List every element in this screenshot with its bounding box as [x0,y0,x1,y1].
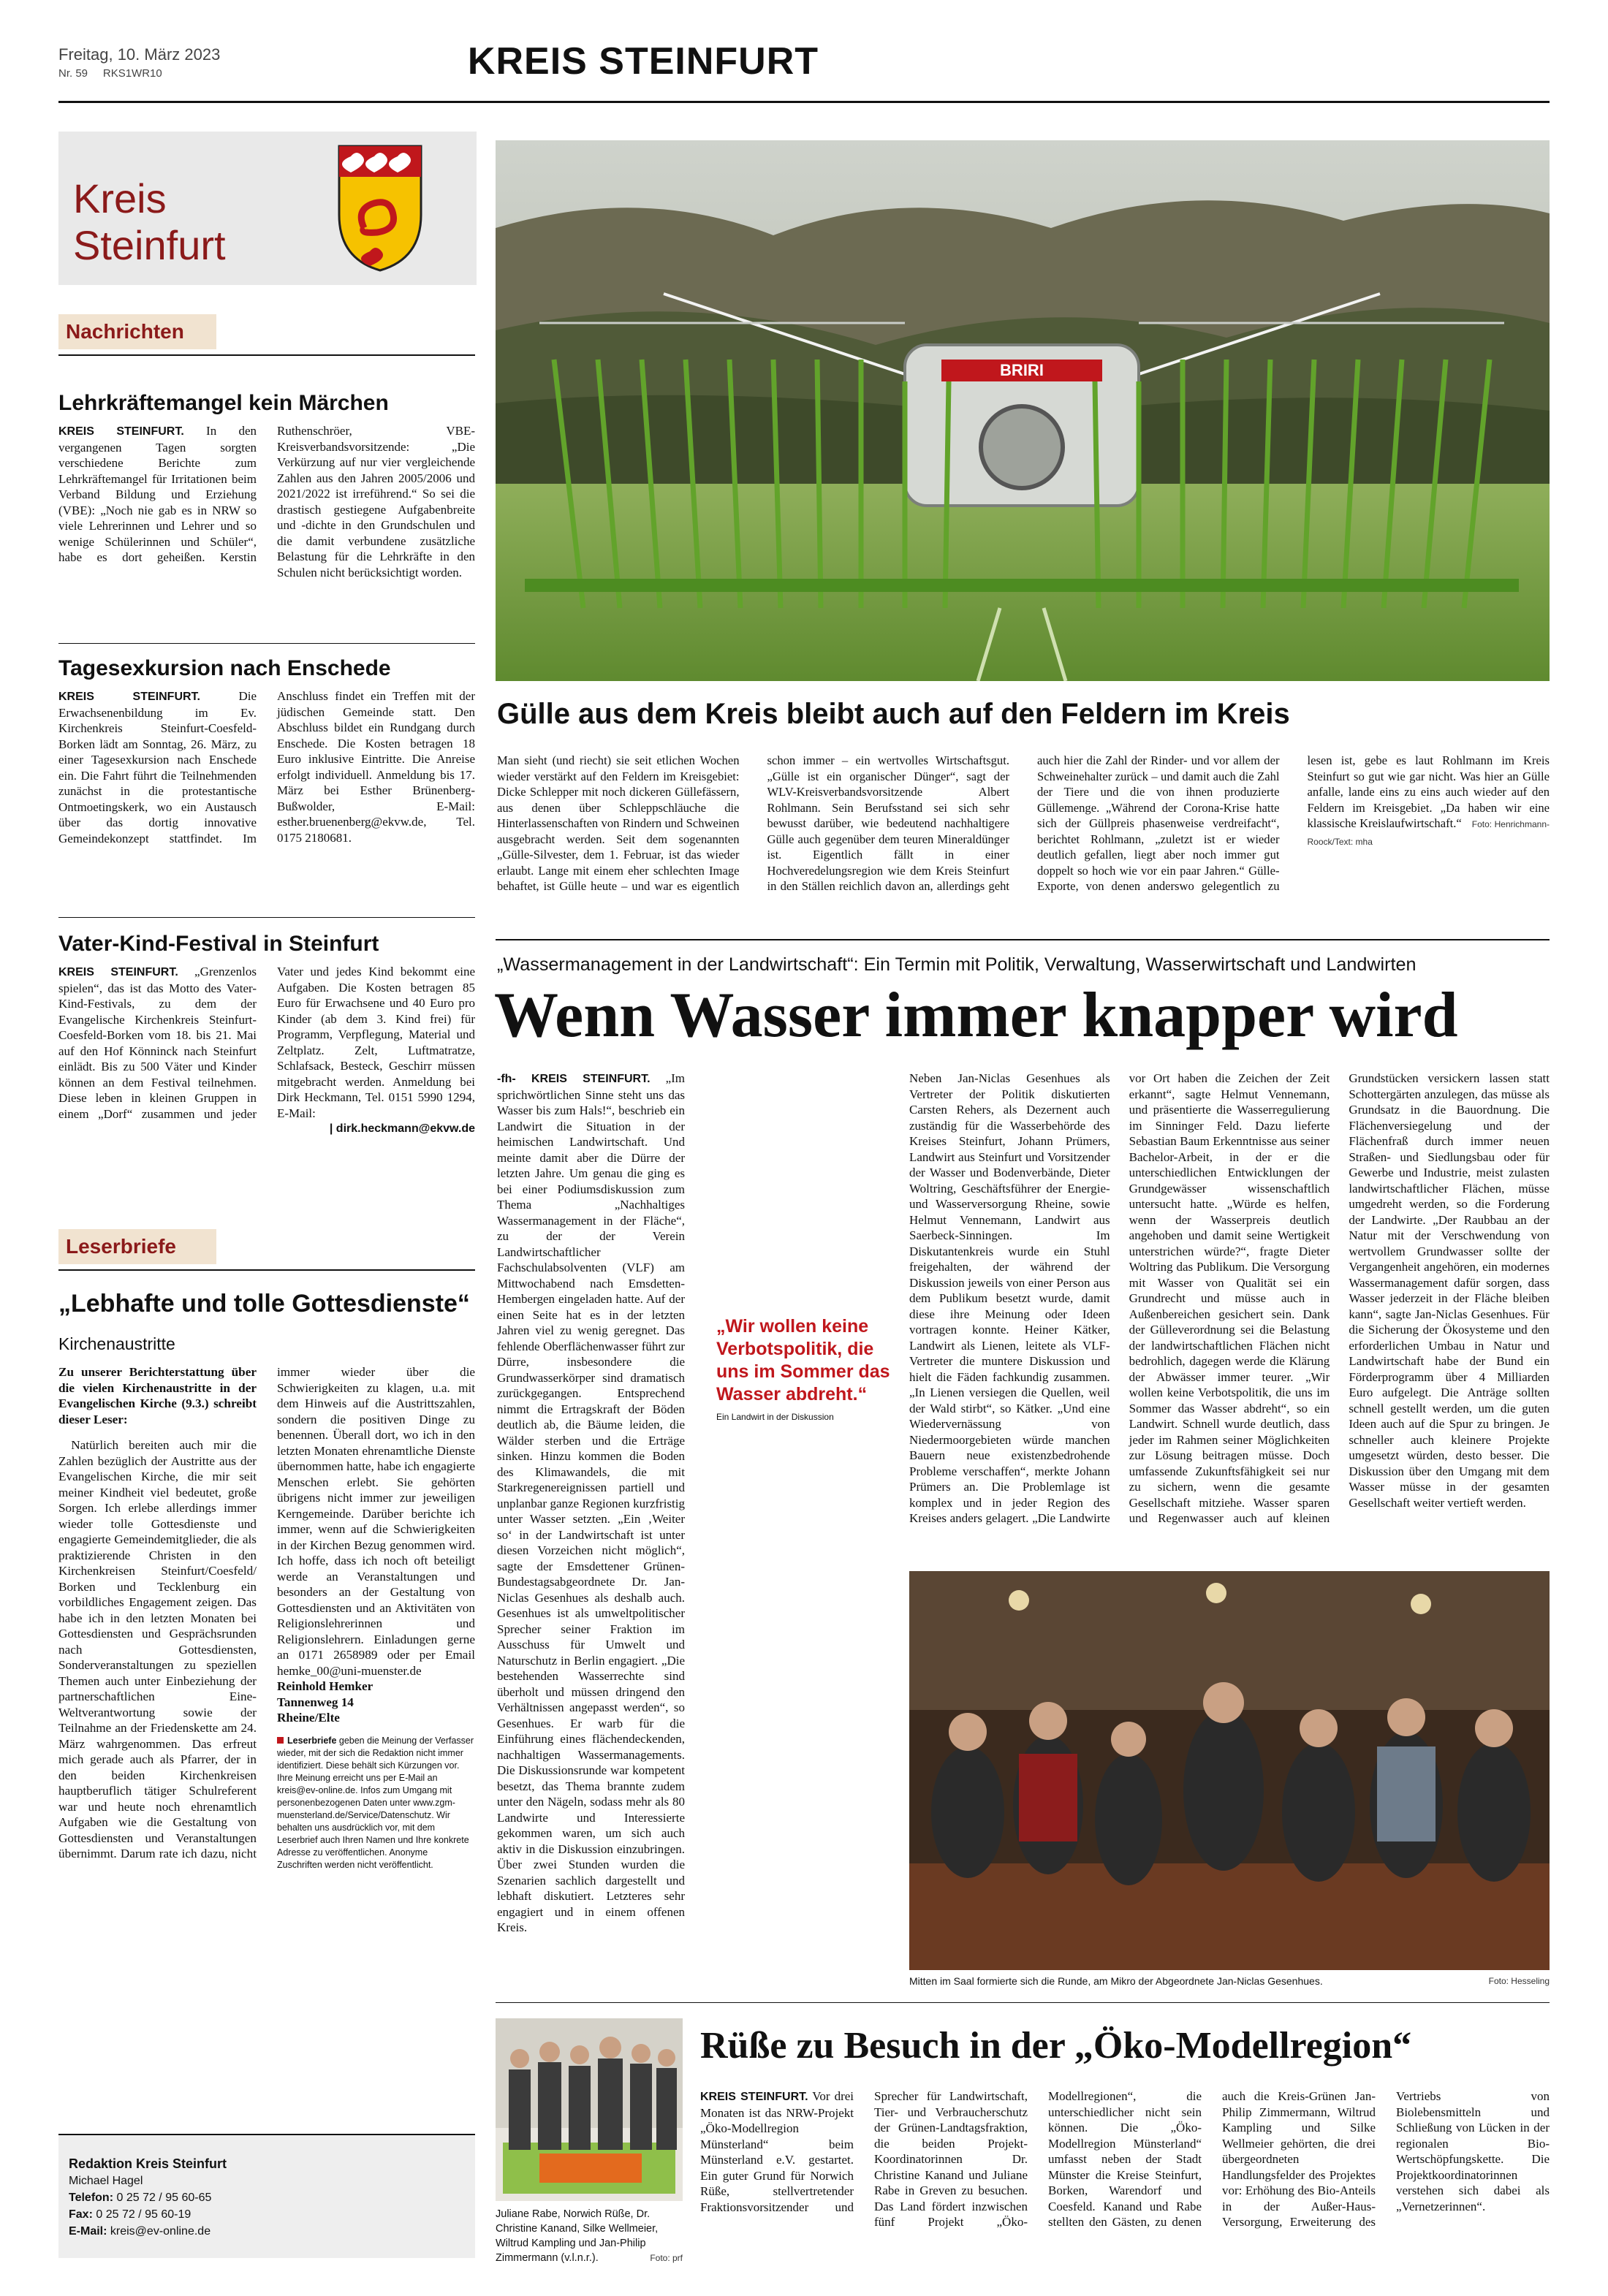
water-body-right [909,1071,1550,1531]
article-dateline: KREIS STEINFURT. [58,966,178,978]
disclaimer-text: geben die Meinung der Verfasser wieder, mit der sich die Redaktion nicht immer identifiziert. Diese behält sich Kürzungen vor. Ihre Meinung erreicht uns per E-Mail an kreis@ev-online.de. Infos zum Umgang mit personenbezogenen Daten unter www.zgm-muensterland.de/Service/Datenschutz. Wir behalten uns ausdrücklich vor, mit dem Leserbrief auch Ihren Namen und Ihre konkrete Adresse zu veröffentlichen. Anonyme Zuschriften werden nicht veröffentlicht. [277,1735,474,1870]
lead-photo [496,140,1550,681]
contact-email: | dirk.heckmann@ekvw.de [329,1122,475,1135]
divider [58,643,475,644]
imprint-email[interactable]: E-Mail: kreis@ev-online.de [69,2225,211,2238]
news-article-teachers [58,391,475,580]
water-kicker: „Wassermanagement in der Landwirtschaft“: Ein Termin mit Politik, Verwaltung, Wasserwirtschaft und Landwirten [497,954,1417,975]
letter-body [58,1364,475,1871]
letter-intro: Zu unserer Berichterstattung über die vielen Kirchenaustritte in der Evangelischen Kirche (9.3.) schreibt dieser Leser: [58,1365,257,1426]
article-dateline: KREIS STEINFURT. [58,425,184,438]
discussion-photo [909,1571,1550,1970]
imprint-rule [58,2134,475,2135]
article-text: In den vergangenen Tagen sorgten verschiedene Berichte zum Lehrkräftemangel für Irritationen beim Verband Bildung und Erziehung (VBE): „Noch nie gab es in NRW so viele Lehrerinnen und Lehrer und so wenige Schülerinnen und Schüler“, habe es dort geheißen. Kerstin Ruthenschröer, VBE-Kreisverbandsvorsitzende: „Die Verkürzung auf nur vier vergleichende Zahlen aus den Jahren 2005/2006 und 2021/2022 ist irreführend.“ So sei die drastisch gestiegene Aufgabenbreite und -dichte in den Grundschulen und die damit verbundene zusätzliche Belastung für die Lehrkräfte in den Schulen nicht berücksichtigt worden. [58,424,475,579]
discussion-photo-caption: Mitten im Saal formierte sich die Runde, am Mikro der Abgeordnete Jan-Niclas Gesenhues. [909,1975,1323,1987]
pull-quote-text: „Wir wollen keine Verbotspolitik, die uns im Sommer das Wasser abdreht.“ [716,1316,890,1404]
water-dateline: -fh- KREIS STEINFURT. [497,1073,651,1085]
disclaimer-label: Leserbriefe [287,1735,337,1746]
letters-label-box [58,1229,475,1264]
letter-headline: „Lebhafte und tolle Gottesdienste“ [58,1290,470,1318]
region-title-line1: Kreis [73,175,167,221]
lead-text: Man sieht (und riecht) sie seit etlichen Wochen wieder verstärkt auf den Feldern im Kreisgebiet: Dicke Schlepper mit noch dickeren Güllefässern, aus denen über Schleppschläuche die Hinterlassenschaften von Rindern und Schweinen ausgebracht werden. Seit dem sogenannten „Gülle-Silvester, dem 1. Februar, ist das wieder erlaubt. Lange mit einem eher schlechten Image behaftet, ist Gülle heute – und war es eigentlich schon immer – ein wertvolles Wirtschaftsgut. „Gülle ist ein organischer Dünger“, sagt der WLV-Kreisverbandsvorsitzende Albert Rohlmann. Sein Berufsstand sei sich sehr bewusst darüber, wie bedeutend nachhaltigere Gülle auch gegenüber dem teuren Mineraldünger ist. Eigentlich fällt in einer Hochveredelungsregion wie dem Kreis Steinfurt in den Ställen reichlich davon an, allerdings geht auch hier die Zahl der Rinder- und vor allem der Schweinehalter zurück – und damit auch die Zahl der Tiere und die von ihnen produzierte Güllemenge. „Während der Corona-Krise hatte sich der Güllpreis phasenweise verdreifacht“, berichtet Rohlmann, „zuletzt ist er wieder deutlich gefallen, liegt aber noch immer gut doppelt so hoch wie vor ein paar Jahren.“ Gülle-Exporte, von denen anderswo gelegentlich zu lesen ist, gebe es laut Rohlmann im Kreis Steinfurt so gut wie gar nicht. Was hier an Gülle anfalle, lande eins zu eins auch wieder auf den Feldern im Kreisgebiet. „Da haben wir eine klassische Kreislaufwirtschaft.“ [497,753,1550,893]
divider [58,917,475,918]
eco-caption-text: Juliane Rabe, Norwich Rüße, Dr. Christine Kanand, Silke Wellmeier, Wiltrud Kampling und Jan-Philip Zimmermann (v.l.n.r.). [496,2208,659,2264]
news-label-box [58,314,475,349]
coat-of-arms-icon [335,142,425,273]
article-body [58,688,475,846]
eco-body [700,2088,1550,2264]
water-body-left [497,1071,893,1995]
section-title: KREIS STEINFURT [467,40,819,83]
article-headline: Vater-Kind-Festival in Steinfurt [58,932,379,956]
water-text-continued: Neben Jan-Niclas Gesenhues als Vertreter der Politik diskutierten Carsten Rehers, als Dezernent auch zuständig für die Wasserbehörde des Kreises Steinfurt, Johann Prümers, Landwirt aus Steinfurt und Vorsitzender der Wasser und Bodenverbände, Dieter Woltring, Geschäftsführer der Energie- und Wasserversorgung Rheine, sowie Helmut Vennemann, Landwirt aus Saerbeck-Sinningen. Im Diskutantenkreis wurde ein Stuhl freigehalten, der während der Diskussion jeweils von einer Person aus dem Publikum besetzt wurde, damit diese ihre Meinung oder Ideen vortragen konnte. Heiner Kätker, Landwirt als Lienen, leitete als VLF-Vertreter die muntere Diskussion und hielt die Fäden fachkundig zusammen. „In Lienen versiegen die Quellen, weil der Wald stirbt“, so Kätker. „Und eine Wiedervernässung von Niedermoorgebieten würde manchen Bauern neue existenzbedrohende Probleme verschaffen“, merkte Johann Prümers an. Die Problemlage ist komplex und in jeder Region des Kreises anders gelagert. „Die Landwirte vor Ort haben die Zeichen der Zeit erkannt“, sagte Helmut Vennemann, und präsentierte die Wasserregulierung im Sinninger Feld. Dazu lieferte Sebastian Baum Erkenntnisse aus seiner Bachelor-Arbeit, in der er die unterschiedlichen Entwicklungen der Grundgewässer wissenschaftlich untersucht hatte. „Würde es helfen, wenn der Wasserpreis deutlich angehoben und damit seine Wertigkeit unterstrichen würde?“, fragte Dieter Woltring das Publikum. Die Versorgung mit Wasser von Qualität sei ein Grundrecht und müsse auch in Außenbereichen gesichert sein. Dank der Gülleverordnung sei die Belastung der landwirtschaftlichen Flächen nicht bedrohlich, dagegen werde die Klärung der Abwässer immer teurer. „Wir wollen keine Verbotspolitik, die uns im Sommer das Wasser abdreht“, so ein Landwirt. Schnell wurde deutlich, dass jeder im Rahmen seiner Möglichkeiten zur Lösung beitragen müsse. Doch umfassende Zukunftsfähigkeit sei nur zu sichern, wenn die gesamte Gesellschaft mitziehe. Wasser sparen und Regenwasser auch auf kleinen Grundstücken versickern lassen statt Schottergärten anzulegen, das müsse als Grundsatz in die Bauordnung. Die Flächenversiegelung und der Flächenfraß durch immer neuen Straßen- und Siedlungsbau oder für Gewerbe und Industrie, meist zulasten landwirtschaftlicher Flächen, müsse umgedreht werden, so die Forderung der Landwirte. „Der Raubbau an der Natur mit der Verschwendung von wertvollem Grundwasser sollte der Vergangenheit angehören, ein modernes Wassermanagement dafür sorgen, dass Wasser jederzeit in der Fläche bleiben kann“, sagte Jan-Niclas Gesenhues. Für die Sicherung der Ökosysteme und den erforderlichen Umbau in Natur und Landwirtschaft habe der Bund ein Förderprogramm über 4 Milliarden Euro aufgelegt. Die Anträge sollten schnell gestellt werden, um die guten Ideen auch auf die Spur zu bringen. Je schneller auch kleinere Projekte umgesetzt würden, desto besser. Die Diskussion über den Umgang mit dem Wasser müsse in der gesamten Gesellschaft weiter vertieft werden. [909,1071,1550,1525]
letter-topic: Kirchenaustritte [58,1334,175,1353]
slurry-spreader-image [496,140,1550,681]
water-pull-quote [716,1315,893,1440]
article-body [58,964,475,1137]
audience-image [909,1571,1550,1970]
region-title [73,175,226,269]
water-headline: Wenn Wasser immer knapper wird [494,980,1458,1051]
news-label: Nachrichten [58,314,216,349]
lead-body [497,753,1550,922]
spreader-brand-label: BRIRI [1000,361,1044,379]
imprint-fax: Fax: 0 25 72 / 95 60-19 [69,2208,191,2221]
edition-date: Freitag, 10. März 2023 [58,45,221,64]
article-text: „Grenzenlos spielen“, das ist das Motto des Vater-Kind-Festivals, zu dem der Evangelische Kirchenkreis Steinfurt-Coesfeld-Borken vom 18. bis 21. Mai auf den Hof Könninck nach Steinfurt einlädt. Bis zu 500 Väter und Kinder können an dem Festival teilnehmen. Diese leben in kleinen Gruppen in einem „Dorf“ zusammen und jeder Vater und jedes Kind bekommt eine Aufgaben. Die Kosten betragen 85 Euro für Erwachsene und 40 Euro pro Kinder (ab dem 3. Kind frei) für Programm, Verpflegung, Material und Zeltplatz. Zelt, Luftmatratze, Schlafsack, Besteck, Geschirr müssen mitgebracht werden. Anmeldung bei Dirk Heckmann, Tel. 0151 5990 1294, E-Mail: [58,965,475,1121]
lead-photo-credit: Foto: Henrichmann-Roock/Text: mha [1307,819,1550,847]
news-label-rule [58,354,475,356]
discussion-photo-credit: Foto: Hesseling [1488,1976,1550,1986]
group-photo-image [496,2018,683,2201]
eco-text: Vor drei Monaten ist das NRW-Projekt „Öko-Modellregion Münsterland“ beim Münsterland e.V. gestartet. Ein guter Grund für Norwich Rüße, stellvertretender Fraktionsvorsitzender und Sprecher für Landwirtschaft, Tier- und Verbraucherschutz der Grünen-Landtagsfraktion, die beiden Projekt-Koordinatorinnen Dr. Christine Kanand und Juliane Rabe in Greven zu besuchen. Das Land fördert inzwischen fünf Projekt „Öko-Modellregionen“, die unterschiedlicher nicht sein können. Die „Öko-Modellregion Münsterland“ umfasst neben der Stadt Münster die Kreise Steinfurt, Borken, Warendorf und Coesfeld. Kanand und Rabe stellten den Gästen, zu denen auch die Kreis-Grünen Jan-Philip Zimmermann, Wiltrud Kampling und Silke Wellmeier gehörten, die drei übergeordneten Handlungsfelder des Projektes vor: Erhöhung des Bio-Anteils in der Außer-Haus-Versorgung, Erweiterung des Vertriebs von Biolebensmitteln und Schließung von Lücken in der regionalen Bio-Wertschöpfungskette. Die Projektkoordinatorinnen verstehen sich dabei als „Vernetzerinnen“. [700,2089,1550,2229]
region-title-line2: Steinfurt [73,222,226,268]
edition-issue: Nr. 59 RKS1WR10 [58,67,162,80]
reader-letter [58,1290,475,1871]
letters-label-rule [58,1269,475,1271]
masthead-rule [58,101,1550,103]
news-article-excursion [58,656,475,846]
news-article-festival [58,932,475,1137]
letter-text: Natürlich bereiten auch mir die Zahlen bezüglich der Austritte aus der Evangelischen Kirche, die mir seit meiner Kindheit viel bedeutet, große Sorgen. Ich erlebe allerdings immer wieder tolle Gottesdienste und engagierte Gemeindemitglieder, die als praktizierende Christen in den Kirchenkreisen Steinfurt/Coesfeld/ Borken und Tecklenburg ein vorbildliches Engagement zeigen. Das habe ich in den letzten Monaten bei Gottesdiensten und Gesprächsrunden nach Gottesdiensten, Sonderveranstaltungen zu speziellen Themen auch unter Einbeziehung der partnerschaftlichen Eine-Weltverantwortung sowie der Teilnahme an der Friedenskette am 24. März wahrgenommen. Das erfreut mich gerade auch als Pfarrer, der in den beiden Kirchenkreisen hauptberuflich tätiger Schulreferent war und heute noch ehrenamtlich Aufgaben wie die Gestaltung von Gottesdiensten und Veranstaltungen übernimmt. Darum rate ich dazu, nicht immer wieder über die Schwierigkeiten zu klagen, u.a. mit dem Hinweis auf die Austrittszahlen, sondern die positiven Dinge zu benennen. Überall dort, wo ich in den letzten Monaten ehrenamtliche Dienste übernommen hatte, habe ich engagierte Menschen erlebt. Sie gehörten übrigens nicht immer zur jeweiligen Kerngemeinde. Darüber berichte ich immer, wenn auf die Schwierigkeiten in der Kirchen Bezug genommen wird. Ich hoffe, dass ich noch oft beteiligt werde an Veranstaltungen und besonders an der Gestaltung von Gottesdiensten und an Aktivitäten von Religionslehrerinnen und Religionslehrern. Einladungen gerne an 0171 2658989 oder per Email hemke_00@uni-muenster.de [58,1365,475,1860]
article-text: Die Erwachsenenbildung im Ev. Kirchenkreis Steinfurt-Coesfeld-Borken lädt am Sonntag, 26. März, zu einer Tagesexkursion nach Enschede ein. Die Fahrt führt die Teilnehmenden zunächst in die protestantische Ontmoetingskerk, wo ein Austausch über das dortig innovative Gemeindekonzept stattfindet. Im Anschluss findet ein Treffen mit der jüdischen Gemeinde statt. Den Abschluss bildet ein Rundgang durch Enschede. Die Kosten betragen 18 Euro inklusive Eintritte. Die Anreise erfolgt individuell. Anmeldung bis 17. März bei Esther Brünenberg-Bußwolder, E-Mail: esther.bruenenberg@ekvw.de, Tel. 0175 2180681. [58,689,475,845]
water-text: „Im sprichwörtlichen Sinne steht uns das Wasser bis zum Hals!“, beschrieb ein Landwirt die Situation in der heimischen Landwirtschaft. Und meinte damit aber die Dürre der letzten Jahre. Um genau die ging es bei einer Podiumsdiskussion zum Thema „Nachhaltiges Wassermanagement in der Fläche“, zu der der Verein Landwirtschaftlicher Fachschulabsolventen (VLF) am Mittwochabend nach Emsdetten-Hembergen eingeladen hatte. Auf der einen Seite hat es in der letzten Jahren viel zu wenig geregnet. Das fehlende Oberflächenwasser führt zur Dürre, insbesondere die Grundwasserkörper sind dramatisch zurückgegangen. Entsprechend nimmt die Ertragskraft der Böden deutlich ab, die Bäume leiden, die Wälder sterben und die Erträge sinken. Hinzu kommen die Boden des Klimawandels, die mit Starkregenereignissen partiell und unplanbar ganze Regionen kurzfristig unter Wasser setzten. „Ein ‚Weiter so‘ in der Landwirtschaft ist unter diesen Vorzeichen nicht möglich“, sagte der Emsdettener Grünen-Bundestagsabgeordnete Dr. Jan-Niclas Gesenhues als deshalb auch. Gesenhues ist als umweltpolitischer Sprecher seiner Fraktion im Ausschuss für Umwelt und Naturschutz in Berlin engagiert. „Die bestehenden Wasserrechte sind überholt und müssen dringend den Verhältnissen angepasst werden“, so Gesenhues. Er warb für die Einführung eines flächendeckenden, nachhaltigen Wassermanagements. Die Diskussionsrunde war kompetent besetzt, das Thema brannte zudem unter den Nägeln, sodass mehr als 80 Landwirte und Interessierte gekommen waren, um sich auch aktiv in die Diskussion einzubringen. Über zwei Stunden wurden die Szenarien sachlich dargestellt und lebhaft diskutiert. Letzteres sehr engagiert und in einem offenen Kreis. [497,1071,685,1934]
eco-dateline: KREIS STEINFURT. [700,2091,808,2103]
article-dateline: KREIS STEINFURT. [58,691,200,703]
eco-photo [496,2018,683,2201]
article-headline: Lehrkräftemangel kein Märchen [58,391,389,415]
signature-street: Tannenweg 14 [277,1695,354,1709]
article-headline: Tagesexkursion nach Enschede [58,656,391,680]
eco-photo-credit: Foto: prf [650,2253,683,2263]
lead-rule [496,939,1550,940]
water-rule [496,2002,1550,2003]
eco-headline: Rüße zu Besuch in der „Öko-Modellregion“ [700,2025,1412,2067]
imprint-name: Michael Hagel [69,2175,143,2187]
article-body [58,423,475,580]
lead-headline: Gülle aus dem Kreis bleibt auch auf den Feldern im Kreis [497,698,1290,730]
signature-name: Reinhold Hemker [277,1679,373,1693]
sidebar-region-box [58,132,477,285]
pull-quote-source: Ein Landwirt in der Diskussion [716,1412,834,1422]
eco-photo-caption [496,2207,683,2265]
imprint-phone: Telefon: 0 25 72 / 95 60-65 [69,2192,212,2204]
signature-city: Rheine/Elte [277,1711,340,1725]
imprint-box [58,2134,475,2258]
letters-disclaimer [277,1735,475,1871]
letters-label: Leserbriefe [58,1229,216,1264]
imprint-title: Redaktion Kreis Steinfurt [69,2156,227,2171]
